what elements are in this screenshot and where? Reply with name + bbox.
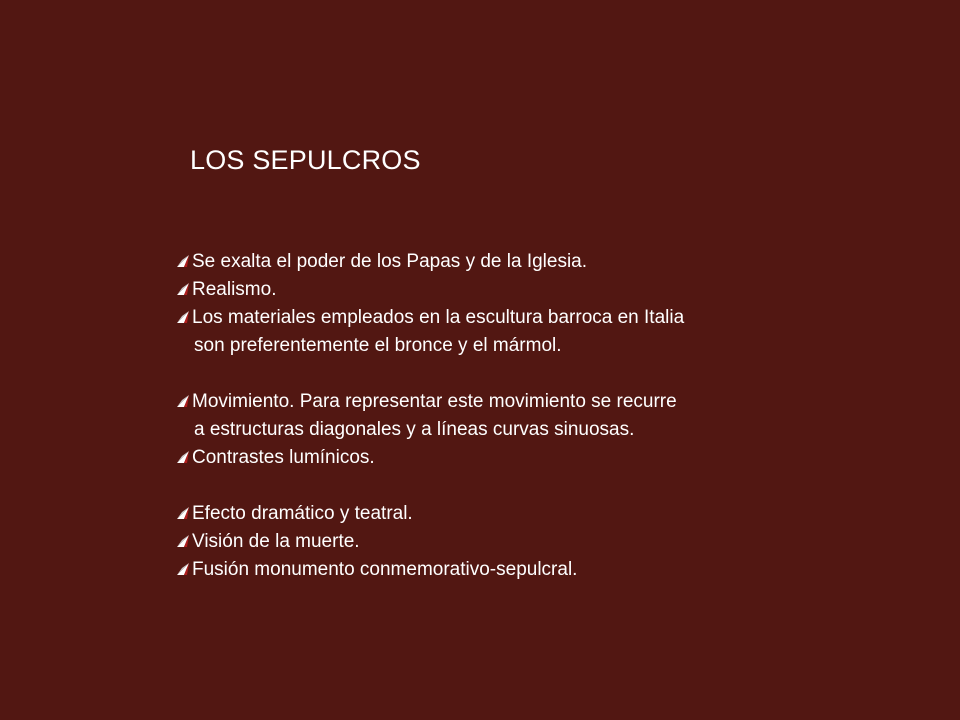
list-item	[176, 444, 876, 472]
arrow-bullet-icon	[176, 394, 190, 408]
list-item-text: Fusión monumento conmemorativo-sepulcral.	[192, 559, 578, 580]
arrow-bullet-icon	[176, 450, 190, 464]
list-item-continuation	[176, 416, 876, 444]
list-item-text: a estructuras diagonales y a líneas curvas sinuosas.	[194, 419, 635, 440]
list-item-text: Movimiento. Para representar este movimiento se recurre	[192, 391, 677, 412]
arrow-bullet-icon	[176, 254, 190, 268]
list-spacer	[176, 472, 876, 500]
list-item-continuation	[176, 332, 876, 360]
list-item	[176, 500, 876, 528]
list-item	[176, 388, 876, 416]
arrow-bullet-icon	[176, 282, 190, 296]
list-item-text: Se exalta el poder de los Papas y de la Iglesia.	[192, 251, 588, 272]
list-item-text: Visión de la muerte.	[192, 531, 360, 552]
list-item-text: Los materiales empleados en la escultura barroca en Italia	[192, 307, 685, 328]
slide-title: LOS SEPULCROS	[190, 145, 421, 175]
arrow-bullet-icon	[176, 310, 190, 324]
list-item	[176, 248, 876, 276]
list-item	[176, 276, 876, 304]
arrow-bullet-icon	[176, 506, 190, 520]
bullet-list	[176, 248, 876, 584]
list-item-text: son preferentemente el bronce y el mármol.	[194, 335, 562, 356]
arrow-bullet-icon	[176, 534, 190, 548]
list-item	[176, 556, 876, 584]
list-item-text: Realismo.	[192, 279, 277, 300]
list-spacer	[176, 360, 876, 388]
list-item-text: Contrastes lumínicos.	[192, 447, 375, 468]
list-item	[176, 304, 876, 332]
arrow-bullet-icon	[176, 562, 190, 576]
list-item	[176, 528, 876, 556]
list-item-text: Efecto dramático y teatral.	[192, 503, 413, 524]
